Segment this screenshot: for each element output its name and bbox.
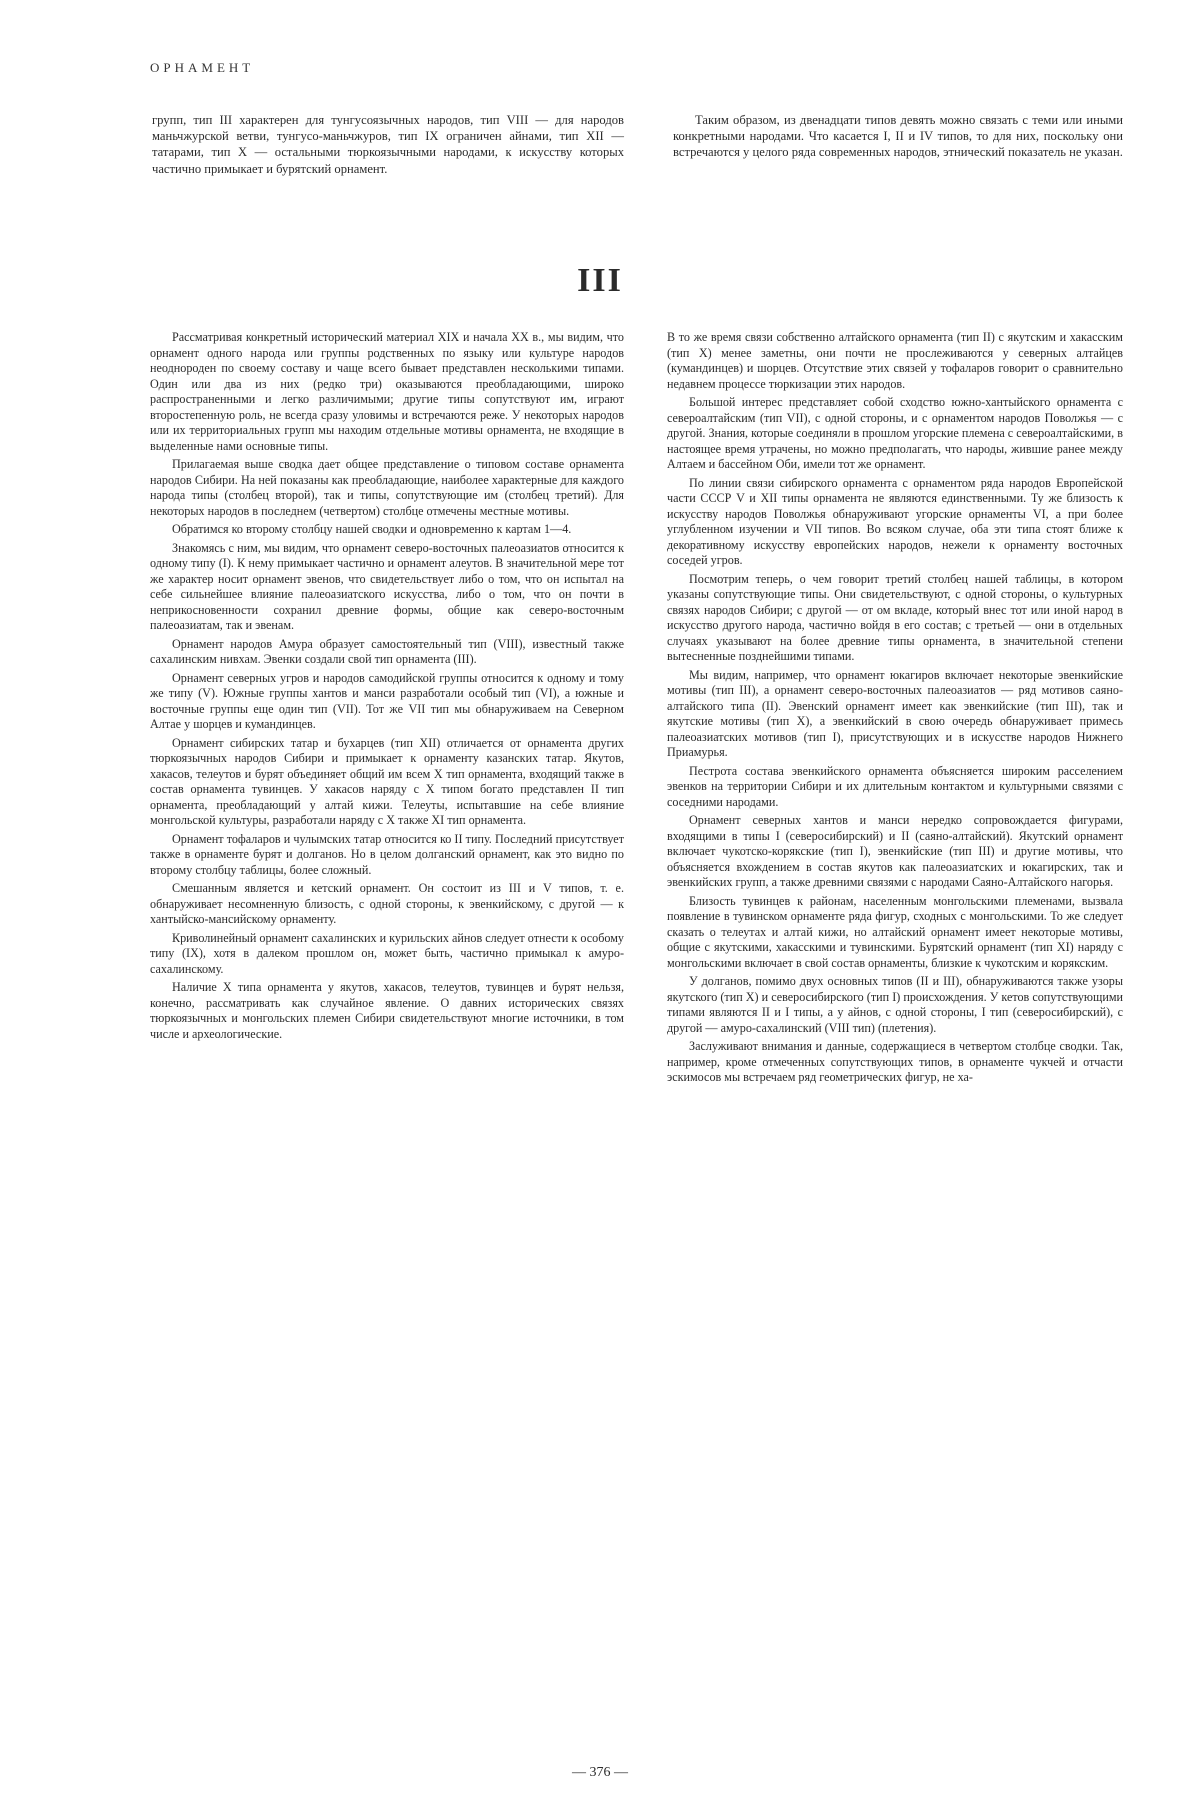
paragraph: групп, тип III характерен для тунгусоязычных народов, тип VIII — для народов маньчжурской ветви, тунгусо-маньчжуров, тип IX ограничен айнами, тип XII — татарами, тип X — остальными тюркоязычными народами, к искусству которых частично примыкает и бурятский орнамент. bbox=[152, 113, 624, 176]
top-left-column bbox=[152, 112, 624, 180]
paragraph: В то же время связи собственно алтайского орнамента (тип II) с якутским и хакасским (тип X) менее заметны, они почти не прослеживаются у северных алтайцев (кумандинцев) и шорцев. Отсутствие этих связей у тофаларов говорит о сравнительно недавнем процессе тюркизации этих народов. bbox=[667, 330, 1123, 391]
paragraph: По линии связи сибирского орнамента с орнаментом ряда народов Европейской части СССР V и XII типы орнамента не являются единственными. Ту же близость к искусству народов Поволжья обнаруживают угорские орнаменты VI, а при более углубленном изучении и VII типов. Во всяком случае, оба эти типа стоят ближе к декоративному искусству европейских народов, нежели к орнаменту восточных соседей угров. bbox=[667, 475, 1123, 567]
paragraph: Знакомясь с ним, мы видим, что орнамент северо-восточных палеоазиатов относится к одному типу (I). К нему примыкает частично и орнамент алеутов. В значительной мере тот же характер носит орнамент эвенов, что свидетельствует либо о том, что он испытал на себе сильнейшее влияние палеоазиатского искусства, либо о том, что он почти в неприкосновенности сохранил древние формы, общие как северо-восточным палеоазиатам, так и эвенам. bbox=[150, 540, 624, 632]
paragraph: Прилагаемая выше сводка дает общее представление о типовом составе орнамента народов Сибири. На ней показаны как преобладающие, наиболее характерные для каждого народа типы (столбец второй), так и типы, сопутствующие им (столбец третий). Для некоторых народов в последнем (четвертом) столбце отмечены местные мотивы. bbox=[150, 457, 624, 518]
paragraph: Орнамент северных хантов и манси нередко сопровождается фигурами, входящими в типы I (северосибирский) и II (саяно-алтайский). Якутский орнамент включает чукотско-корякские (тип I), эвенкийские (тип III) и другие мотивы, что объясняется вхождением в состав якутов как палеоазиатских и юкагирских, так и эвенкийских групп, а также древними связями с народами Саяно-Алтайского нагорья. bbox=[667, 813, 1123, 889]
page-number: — 376 — bbox=[572, 1765, 628, 1780]
paragraph: Криволинейный орнамент сахалинских и курильских айнов следует отнести к особому типу (IX), хотя в далеком прошлом он, может быть, частично примыкал к амуро-сахалинскому. bbox=[150, 930, 624, 976]
running-head: ОРНАМЕНТ bbox=[150, 60, 255, 75]
paragraph: Орнамент северных угров и народов самодийской группы относится к одному и тому же типу (V). Южные группы хантов и манси разработали особый тип (VI), а южные и восточные группы еще один тип (VII). Тот же VII тип мы обнаруживаем на Северном Алтае у шорцев и кумандинцев. bbox=[150, 670, 624, 731]
body-right-column bbox=[667, 330, 1123, 1089]
top-right-column bbox=[673, 112, 1123, 164]
paragraph: Большой интерес представляет собой сходство южно-хантыйского орнамента с североалтайским (тип VII), с одной стороны, и с орнаментом народов Поволжья — с другой. Знания, которые соединяли в прошлом угорские племена с североалтайскими, в настоящее время утрачены, но можно предполагать, что народы, жившие ранее между Алтаем и бассейном Оби, имели тот же орнамент. bbox=[667, 395, 1123, 471]
paragraph: Обратимся ко второму столбцу нашей сводки и одновременно к картам 1—4. bbox=[172, 522, 572, 536]
paragraph: Смешанным является и кетский орнамент. Он состоит из III и V типов, т. е. обнаруживает несомненную близость, с одной стороны, к эвенкийскому, с другой — к хантыйско-мансийскому орнаменту. bbox=[150, 881, 624, 926]
paragraph: Пестрота состава эвенкийского орнамента объясняется широким расселением эвенков на территории Сибири и их длительным контактом и культурными связями с соседними народами. bbox=[667, 763, 1123, 809]
paragraph: Орнамент тофаларов и чулымских татар относится ко II типу. Последний присутствует также в орнаменте бурят и долганов. Но в целом долганский орнамент, как это видно по второму столбцу таблицы, более сложный. bbox=[150, 831, 624, 877]
paragraph: Рассматривая конкретный исторический материал XIX и начала XX в., мы видим, что орнамент одного народа или группы родственных по языку или культуре народов неоднороден по своему составу и чаще всего бывает представлен несколькими типами. Один или два из них (редко три) оказываются преобладающими, широко распространенными и легко различимыми; другие типы сопутствуют им, играют второстепенную роль, не всегда сразу уловимы и встречаются реже. У некоторых народов или их территориальных групп мы находим отдельные мотивы орнамента, не входящие в выделенные нами основные типы. bbox=[150, 330, 624, 453]
paragraph: Близость тувинцев к районам, населенным монгольскими племенами, вызвала появление в тувинском орнаменте ряда фигур, сходных с монгольскими. То же следует сказать о телеутах и алтай кижи, но алтайский орнамент имеет некоторые мотивы, общие с якутскими, хакасскими и тувинскими. Бурятский орнамент (тип XI) наряду с монгольскими включает в свой состав орнаменты, близкие к чукотским и корякским. bbox=[667, 893, 1123, 970]
paragraph: Мы видим, например, что орнамент юкагиров включает некоторые эвенкийские мотивы (тип III), а орнамент северо-восточных палеоазиатов — ряд мотивов саяно-алтайского типа (II). Эвенский орнамент имеет как эвенкийские (тип III), так и якутские мотивы (тип X), а эвенкийский в свою очередь обнаруживает примесь палеоазиатских мотивов (тип I), присутствующих и в искусстве народов Нижнего Приамурья. bbox=[667, 667, 1123, 759]
body-left-column bbox=[150, 330, 624, 1045]
paragraph: Наличие X типа орнамента у якутов, хакасов, телеутов, тувинцев и бурят нельзя, конечно, рассматривать как случайное явление. О давних исторических связях тюркоязычных и монгольских племен Сибири свидетельствуют многие источники, в том числе и археологические. bbox=[150, 980, 624, 1041]
paragraph: Орнамент сибирских татар и бухарцев (тип XII) отличается от орнамента других тюркоязычных народов Сибири и примыкает к орнаменту казанских татар. Якутов, хакасов, телеутов и бурят объединяет общий им всем X тип орнамента, входящий также в состав орнамента тувинцев. У хакасов наряду с X типом богато представлен II тип орнамента, преобладающий у алтай кижи. Телеуты, испытавшие на себе влияние монгольской культуры, разработали наряду с X также XI тип орнамента. bbox=[150, 735, 624, 827]
paragraph: У долганов, помимо двух основных типов (II и III), обнаруживаются также узоры якутского (тип X) и северосибирского (тип I) происхождения. У кетов сопутствующими типами являются II и I типы, а у айнов, с одной стороны, I тип (северосибирский), с другой — амуро-сахалинский (VIII тип) (плетения). bbox=[667, 974, 1123, 1035]
section-heading: III bbox=[577, 262, 623, 299]
paragraph: Посмотрим теперь, о чем говорит третий столбец нашей таблицы, в котором указаны сопутствующие типы. Они свидетельствуют, с одной стороны, о культурных связях народов Сибири; с другой — от ом вкладе, который внес тот или иной народ в искусство другого народа, частично войдя в его состав; с третьей — они в отдельных случаях указывают на более древние типы орнамента, в значительной степени вытесненные позднейшими типами. bbox=[667, 571, 1123, 663]
paragraph: Орнамент народов Амура образует самостоятельный тип (VIII), известный также сахалинским нивхам. Эвенки создали свой тип орнамента (III). bbox=[150, 636, 624, 666]
paragraph: Заслуживают внимания и данные, содержащиеся в четвертом столбце сводки. Так, например, кроме отмеченных сопутствующих типов, в орнаменте чукчей и отчасти эскимосов мы встречаем ряд геометрических фигур, не ха- bbox=[667, 1039, 1123, 1084]
paragraph: Таким образом, из двенадцати типов девять можно связать с теми или иными конкретными народами. Что касается I, II и IV типов, то для них, поскольку они встречаются у целого ряда современных народов, этнический показатель не указан. bbox=[673, 113, 1123, 160]
